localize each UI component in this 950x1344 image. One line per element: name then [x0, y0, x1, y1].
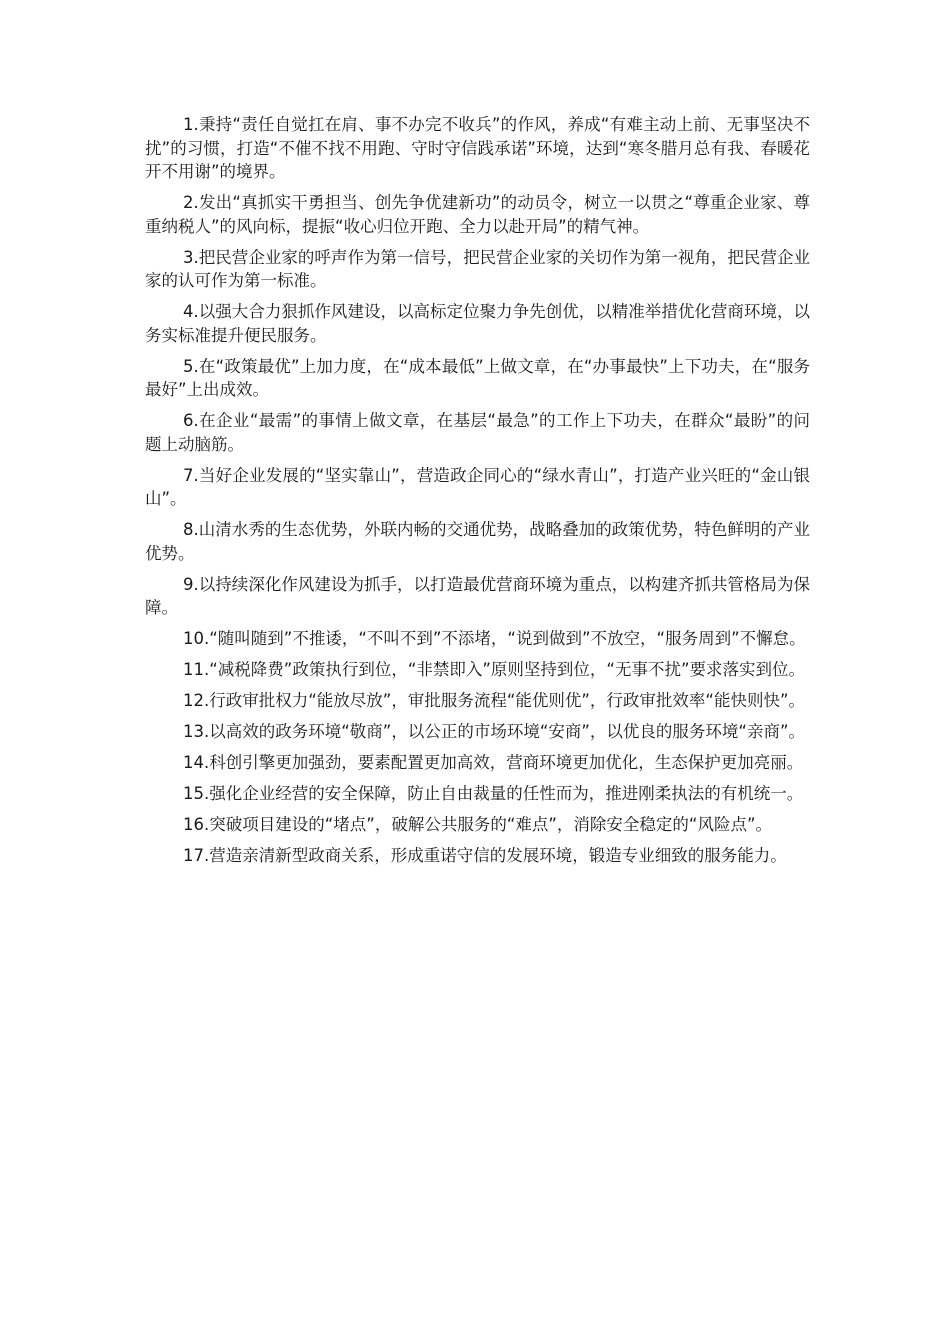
paragraph-14: 14.科创引擎更加强劲，要素配置更加高效，营商环境更加优化，生态保护更加亮丽。 [183, 753, 804, 772]
document-body [145, 113, 810, 875]
paragraph-10: 10.“随叫随到”不推诿，“不叫不到”不添堵，“说到做到”不放空，“服务周到”不懈怠。 [183, 629, 806, 648]
paragraph-1: 1.秉持“责任自觉扛在肩、事不办完不收兵”的作风，养成“有难主动上前、无事坚决不扰”的习惯，打造“不催不找不用跑、守时守信践承诺”环境，达到“寒冬腊月总有我、春暖花开不用谢”的境界。 [145, 115, 810, 181]
paragraph-13: 13.以高效的政务环境“敬商”，以公正的市场环境“安商”，以优良的服务环境“亲商”。 [183, 722, 806, 741]
paragraph-3: 3.把民营企业家的呼声作为第一信号，把民营企业家的关切作为第一视角，把民营企业家的认可作为第一标准。 [145, 247, 810, 290]
paragraph-4: 4.以强大合力狠抓作风建设，以高标定位聚力争先创优，以精准举措优化营商环境，以务实标准提升便民服务。 [145, 302, 810, 345]
paragraph-15: 15.强化企业经营的安全保障，防止自由裁量的任性而为，推进刚柔执法的有机统一。 [183, 784, 804, 803]
paragraph-9: 9.以持续深化作风建设为抓手，以打造最优营商环境为重点，以构建齐抓共管格局为保障。 [145, 574, 810, 617]
paragraph-2: 2.发出“真抓实干勇担当、创先争优建新功”的动员令，树立一以贯之“尊重企业家、尊重纳税人”的风向标，提振“收心归位开跑、全力以赴开局”的精气神。 [145, 193, 810, 236]
paragraph-5: 5.在“政策最优”上加力度，在“成本最低”上做文章，在“办事最快”上下功夫，在“服务最好”上出成效。 [145, 356, 810, 399]
paragraph-11: 11.“减税降费”政策执行到位，“非禁即入”原则坚持到位，“无事不扰”要求落实到位。 [183, 660, 806, 679]
paragraph-16: 16.突破项目建设的“堵点”，破解公共服务的“难点”，消除安全稳定的“风险点”。 [183, 815, 773, 834]
paragraph-6: 6.在企业“最需”的事情上做文章，在基层“最急”的工作上下功夫，在群众“最盼”的问题上动脑筋。 [145, 411, 811, 454]
paragraph-8: 8.山清水秀的生态优势，外联内畅的交通优势，战略叠加的政策优势，特色鲜明的产业优势。 [145, 520, 810, 563]
paragraph-12: 12.行政审批权力“能放尽放”，审批服务流程“能优则优”，行政审批效率“能快则快”。 [183, 691, 806, 710]
paragraph-17: 17.营造亲清新型政商关系，形成重诺守信的发展环境，锻造专业细致的服务能力。 [183, 846, 787, 865]
paragraph-7: 7.当好企业发展的“坚实靠山”，营造政企同心的“绿水青山”，打造产业兴旺的“金山银山”。 [145, 465, 810, 508]
